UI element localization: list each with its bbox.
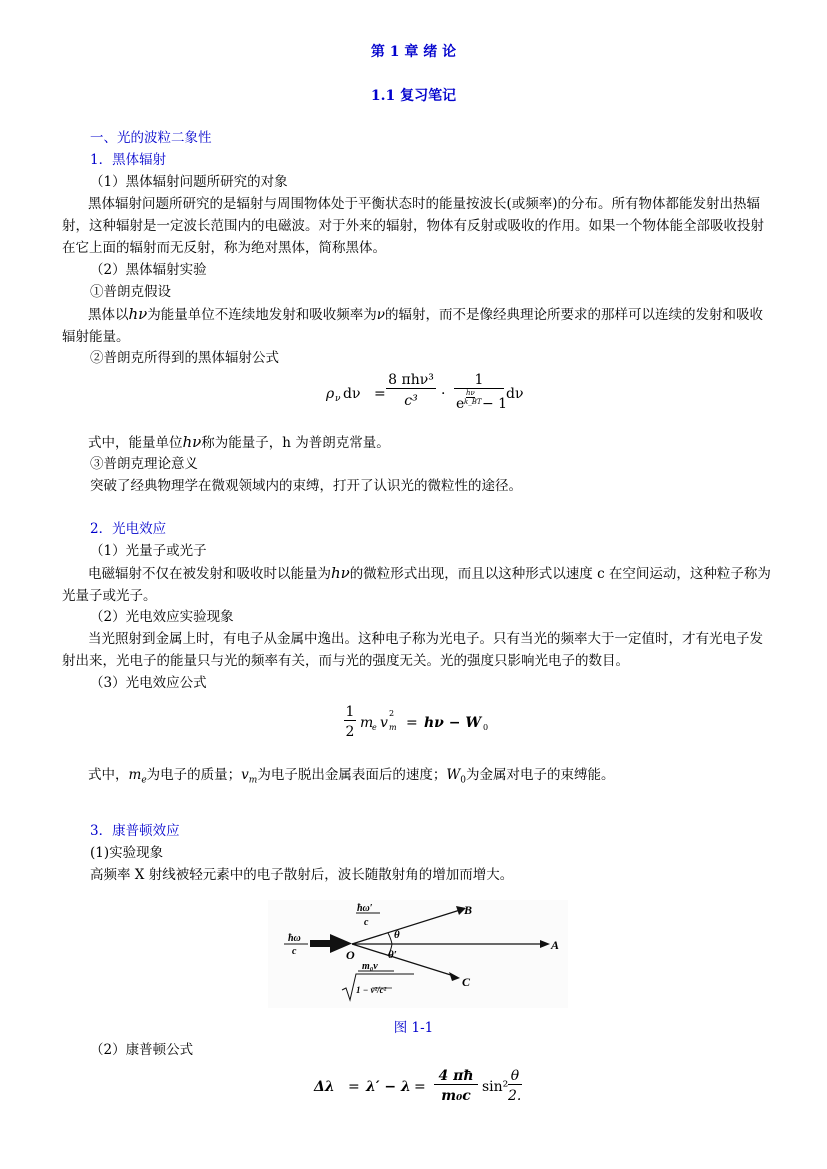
label-in-num: ħω	[288, 933, 301, 944]
label-e-den: 1 − v²/c²	[356, 985, 387, 995]
s2-p2: 当光照射到金属上时，有电子从金属中逸出。这种电子称为光电子。只有当光的频率大于一定值时，才有光电子发射出来，光电子的能量只与光的频率有关，而与光的强度无关。光的强度只影响光电子的数目。	[62, 631, 763, 669]
label-A: A	[551, 938, 560, 952]
incoming-beam	[310, 940, 332, 947]
label-theta-prime: θ′	[388, 949, 397, 961]
compton-formula: Δλ = λ′ − λ = 4 πħ m₀c sin² θ 2.	[314, 1068, 522, 1104]
s1-p2: 黑体以hν为能量单位不连续地发射和吸收频率为ν的辐射，而不是像经典理论所要求的那样可以连续的发射和吸收辐射能量。	[62, 305, 763, 345]
s2-sub3: （3）光电效应公式	[90, 675, 207, 691]
label-C: C	[462, 975, 471, 989]
s2-heading: 2．光电效应	[90, 521, 167, 537]
s1-p4: 突破了经典物理学在微观领域内的束缚，打开了认识光的微粒性的途径。	[90, 478, 522, 494]
compton-figure	[268, 900, 568, 1008]
section-title: 1.1 复习笔记	[370, 88, 457, 104]
s1-c3: ③普朗克理论意义	[90, 456, 198, 472]
s1-p3: 式中，能量单位hν称为能量子，h 为普朗克常量。	[88, 433, 390, 451]
figure-caption: 图 1-1	[393, 1020, 434, 1036]
s3-sub1: (1)实验现象	[90, 845, 164, 861]
compton-diagram	[268, 900, 568, 1008]
s2-sub1: （1）光量子或光子	[90, 543, 207, 559]
label-in-den: c	[292, 946, 297, 957]
s3-sub2: （2）康普顿公式	[90, 1042, 194, 1058]
s1-sub1: （1）黑体辐射问题所研究的对象	[90, 174, 288, 190]
s1-c1: ①普朗克假设	[90, 284, 171, 300]
s3-p1: 高频率 X 射线被轻元素中的电子散射后，波长随散射角的增加而增大。	[90, 867, 514, 883]
planck-formula: ρ ν dν = 8 πhν³ c³ · 1 e hν k_BT − 1 dν	[326, 372, 524, 412]
part-heading: 一、光的波粒二象性	[90, 130, 212, 146]
s1-p1: 黑体辐射问题所研究的是辐射与周围物体处于平衡状态时的能量按波长(或频率)的分布。所有物体都能发射出热辐射，这种辐射是一定波长范围内的电磁波。对于外来的辐射，物体有反射或吸收的作用。如果一个物体能全部吸收投射在它上面的辐射而无反射，称为绝对黑体，简称黑体。	[62, 196, 764, 256]
chapter-title: 第 1 章 绪 论	[370, 44, 457, 60]
label-theta: θ	[394, 929, 400, 941]
s2-sub2: （2）光电效应实验现象	[90, 609, 234, 625]
s1-c2: ②普朗克所得到的黑体辐射公式	[90, 350, 279, 366]
s3-heading: 3．康普顿效应	[90, 823, 180, 839]
s2-p1: 电磁辐射不仅在被发射和吸收时以能量为hν的微粒形式出现，而且以这种形式以速度 c 在空间运动，这种粒子称为光量子或光子。	[62, 564, 771, 604]
label-out-num: ħω′	[357, 903, 373, 914]
s2-p3: 式中，$m_e$为电子的质量；$v_m$为电子脱出金属表面后的速度；$W_0$为金属对电子的束缚能。	[88, 767, 615, 786]
label-B: B	[464, 903, 473, 917]
s1-sub2: （2）黑体辐射实验	[90, 262, 207, 278]
label-out-den: c	[364, 917, 369, 928]
photoelectric-formula: 1 2 m e v 2 m = hν − W 0	[345, 704, 489, 740]
s1-heading: 1．黑体辐射	[90, 152, 167, 168]
label-O: O	[346, 948, 355, 962]
label-e-num: m₀v	[362, 961, 378, 972]
